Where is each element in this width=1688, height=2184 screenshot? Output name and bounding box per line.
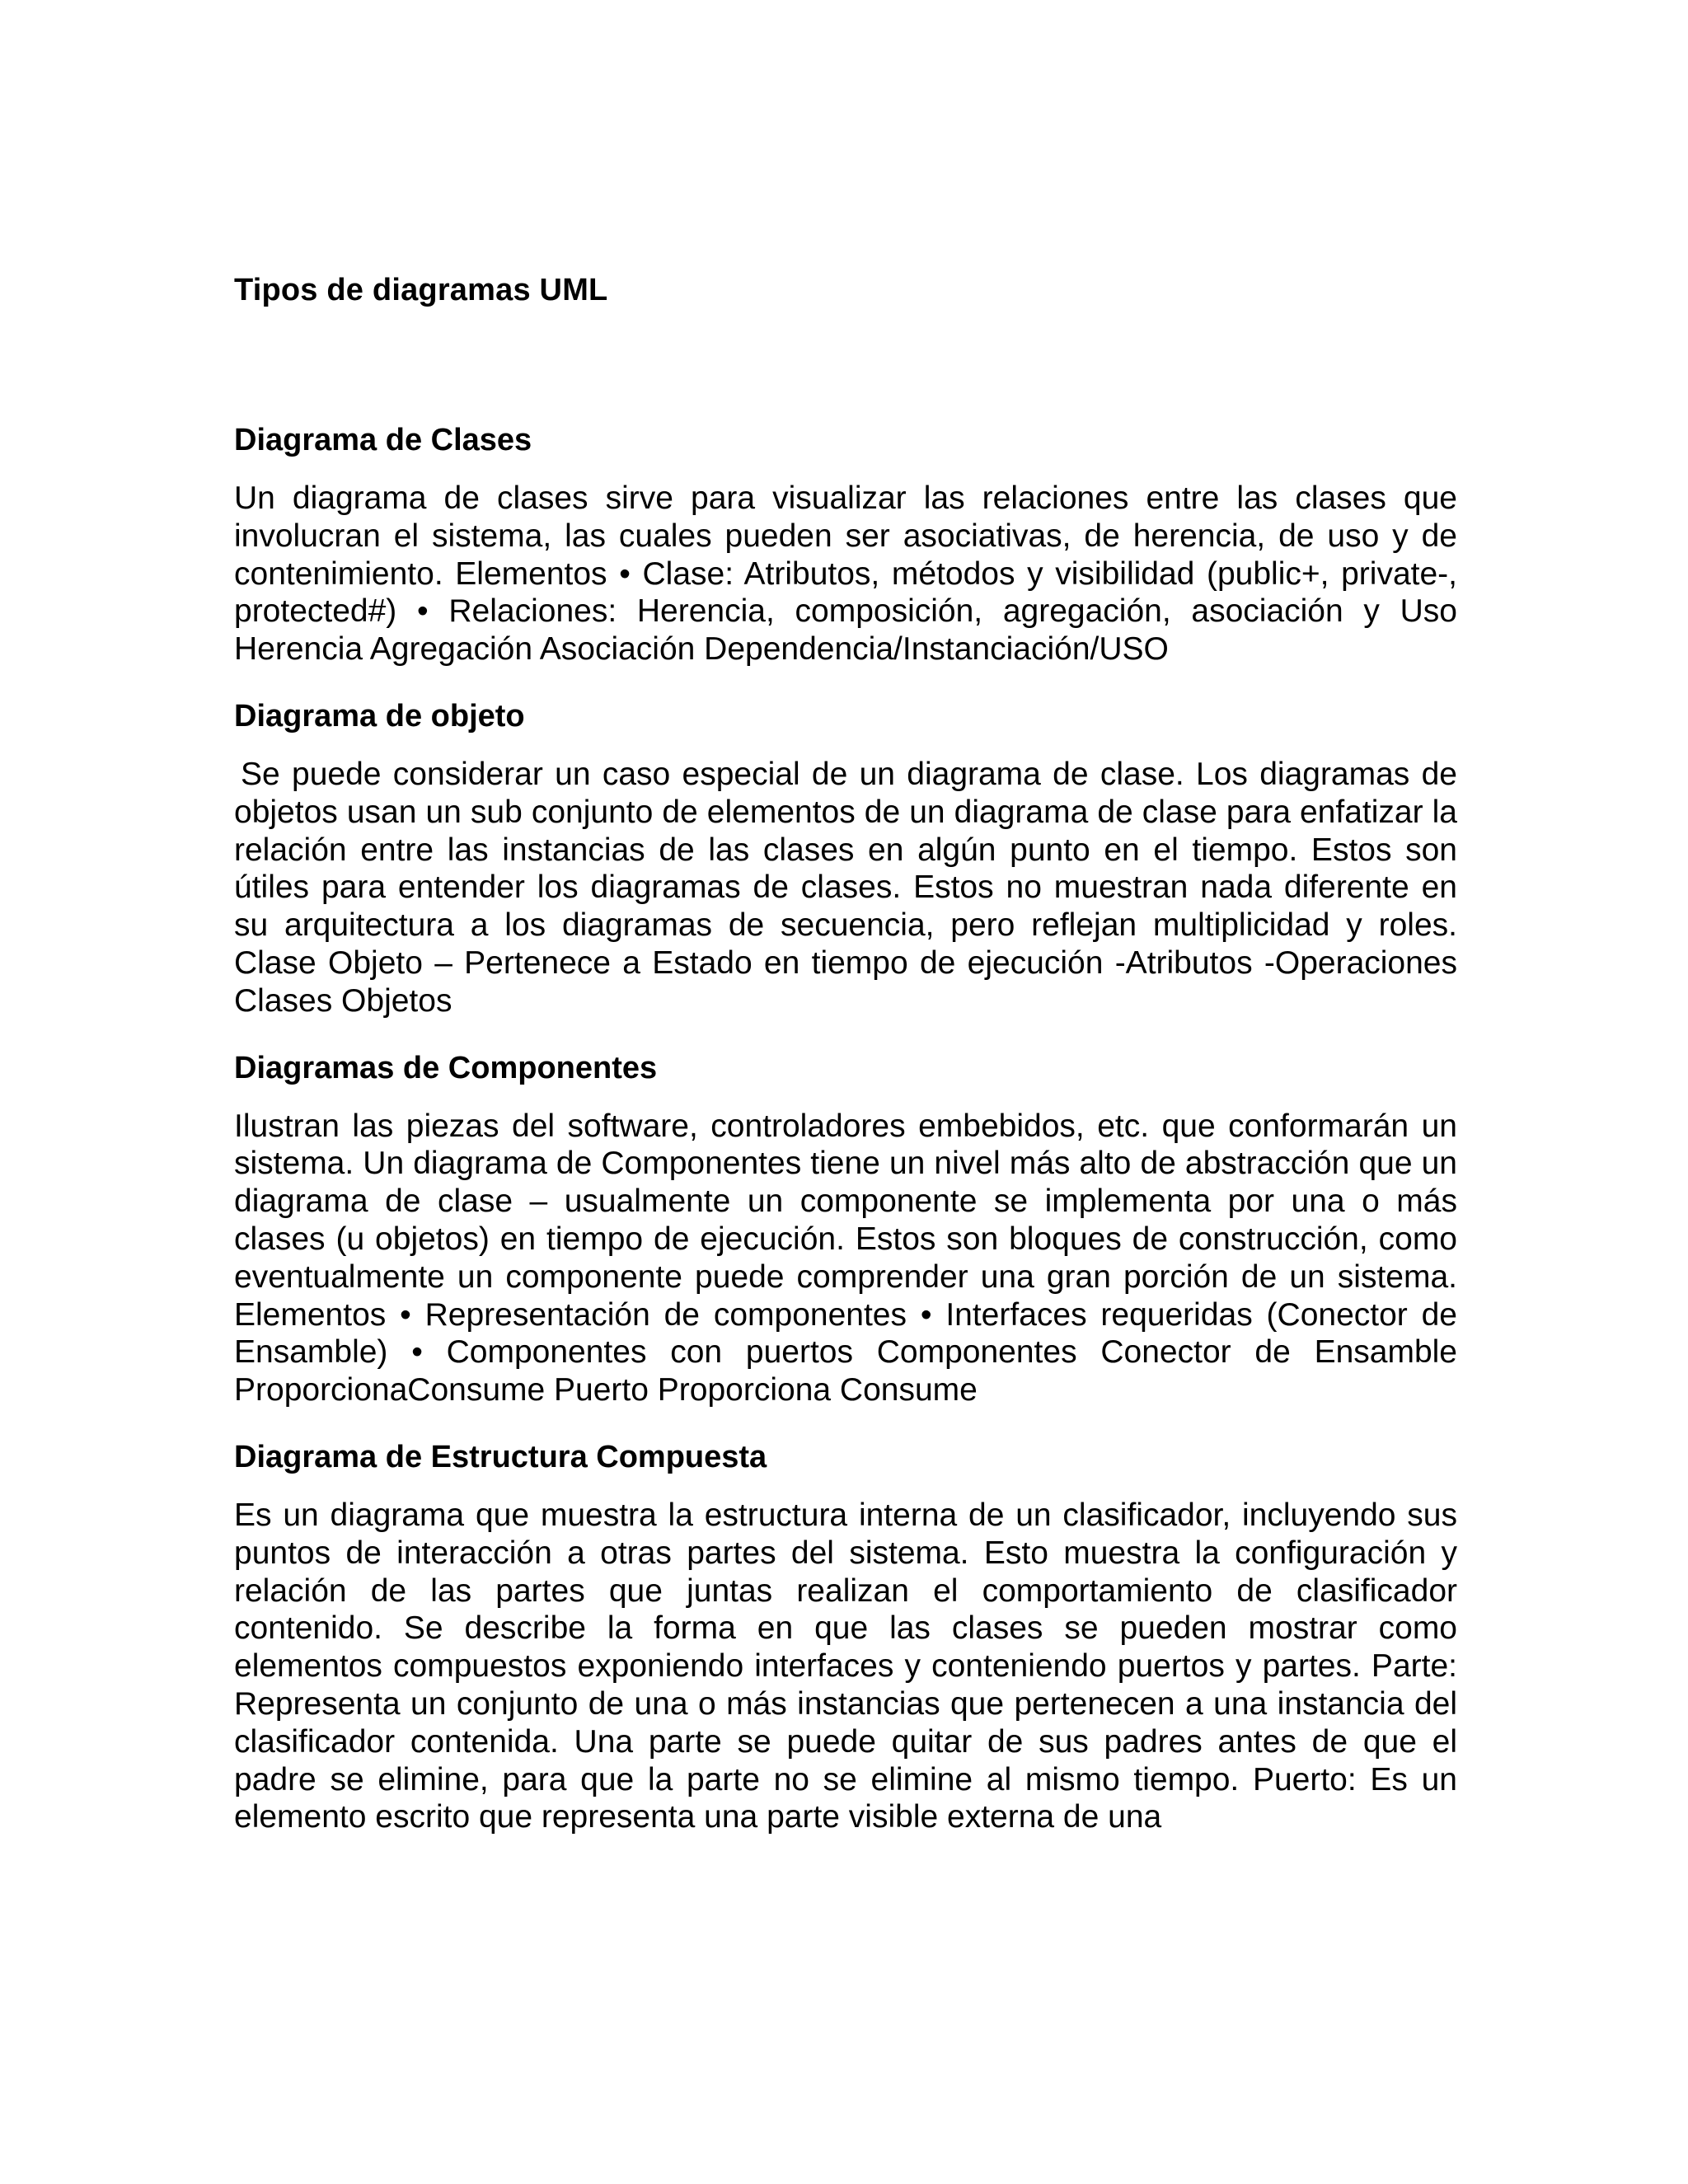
document-title: Tipos de diagramas UML <box>234 273 608 307</box>
section-diagrama-de-clases <box>234 415 1457 668</box>
section-paragraph: Ilustran las piezas del software, controladores embebidos, etc. que conformarán un sistema. Un diagrama de Componentes tiene un nivel más alto de abstracción que un diagrama de clase – usualmente un componente se implementa por una o más clases (u objetos) en tiempo de ejecución. Estos son bloques de construcción, como eventualmente un componente puede comprender una gran porción de un sistema. Elementos • Representación de componentes • Interfaces requeridas (Conector de Ensamble) • Componentes con puertos Componentes Conector de Ensamble ProporcionaConsume Puerto Proporciona Consume <box>234 1108 1457 1408</box>
section-heading: Diagrama de Clases <box>234 423 532 457</box>
section-diagrama-de-objeto <box>234 691 1457 1020</box>
section-paragraph: Es un diagrama que muestra la estructura interna de un clasificador, incluyendo sus puntos de interacción a otras partes del sistema. Esto muestra la configuración y relación de las partes que juntas realizan el comportamiento de clasificador contenido. Se describe la forma en que las clases se pueden mostrar como elementos compuestos exponiendo interfaces y conteniendo puertos y partes. Parte: Representa un conjunto de una o más instancias que pertenecen a una instancia del clasificador contenida. Una parte se puede quitar de sus padres antes de que el padre se elimine, para que la parte no se elimine al mismo tiempo. Puerto: Es un elemento escrito que representa una parte visible externa de una <box>234 1497 1457 1835</box>
section-paragraph: Un diagrama de clases sirve para visualizar las relaciones entre las clases que involucran el sistema, las cuales pueden ser asociativas, de herencia, de uso y de contenimiento. Elementos • Clase: Atributos, métodos y visibilidad (public+, private-, protected#) • Relaciones: Herencia, composición, agregación, asociación y Uso Herencia Agregación Asociación Dependencia/Instanciación/USO <box>234 480 1457 668</box>
section-heading: Diagrama de Estructura Compuesta <box>234 1439 767 1474</box>
section-heading: Diagramas de Componentes <box>234 1050 658 1085</box>
section-heading: Diagrama de objeto <box>234 698 525 733</box>
section-diagrama-de-estructura-compuesta <box>234 1432 1457 1836</box>
document-content <box>234 265 1457 1836</box>
section-paragraph: Se puede considerar un caso especial de un diagrama de clase. Los diagramas de objetos usan un sub conjunto de elementos de un diagrama de clase para enfatizar la relación entre las instancias de las clases en algún punto en el tiempo. Estos son útiles para entender los diagramas de clases. Estos no muestran nada diferente en su arquitectura a los diagramas de secuencia, pero reflejan multiplicidad y roles. Clase Objeto – Pertenece a Estado en tiempo de ejecución -Atributos -Operaciones Clases Objetos <box>234 756 1457 1019</box>
section-diagramas-de-componentes <box>234 1043 1457 1409</box>
